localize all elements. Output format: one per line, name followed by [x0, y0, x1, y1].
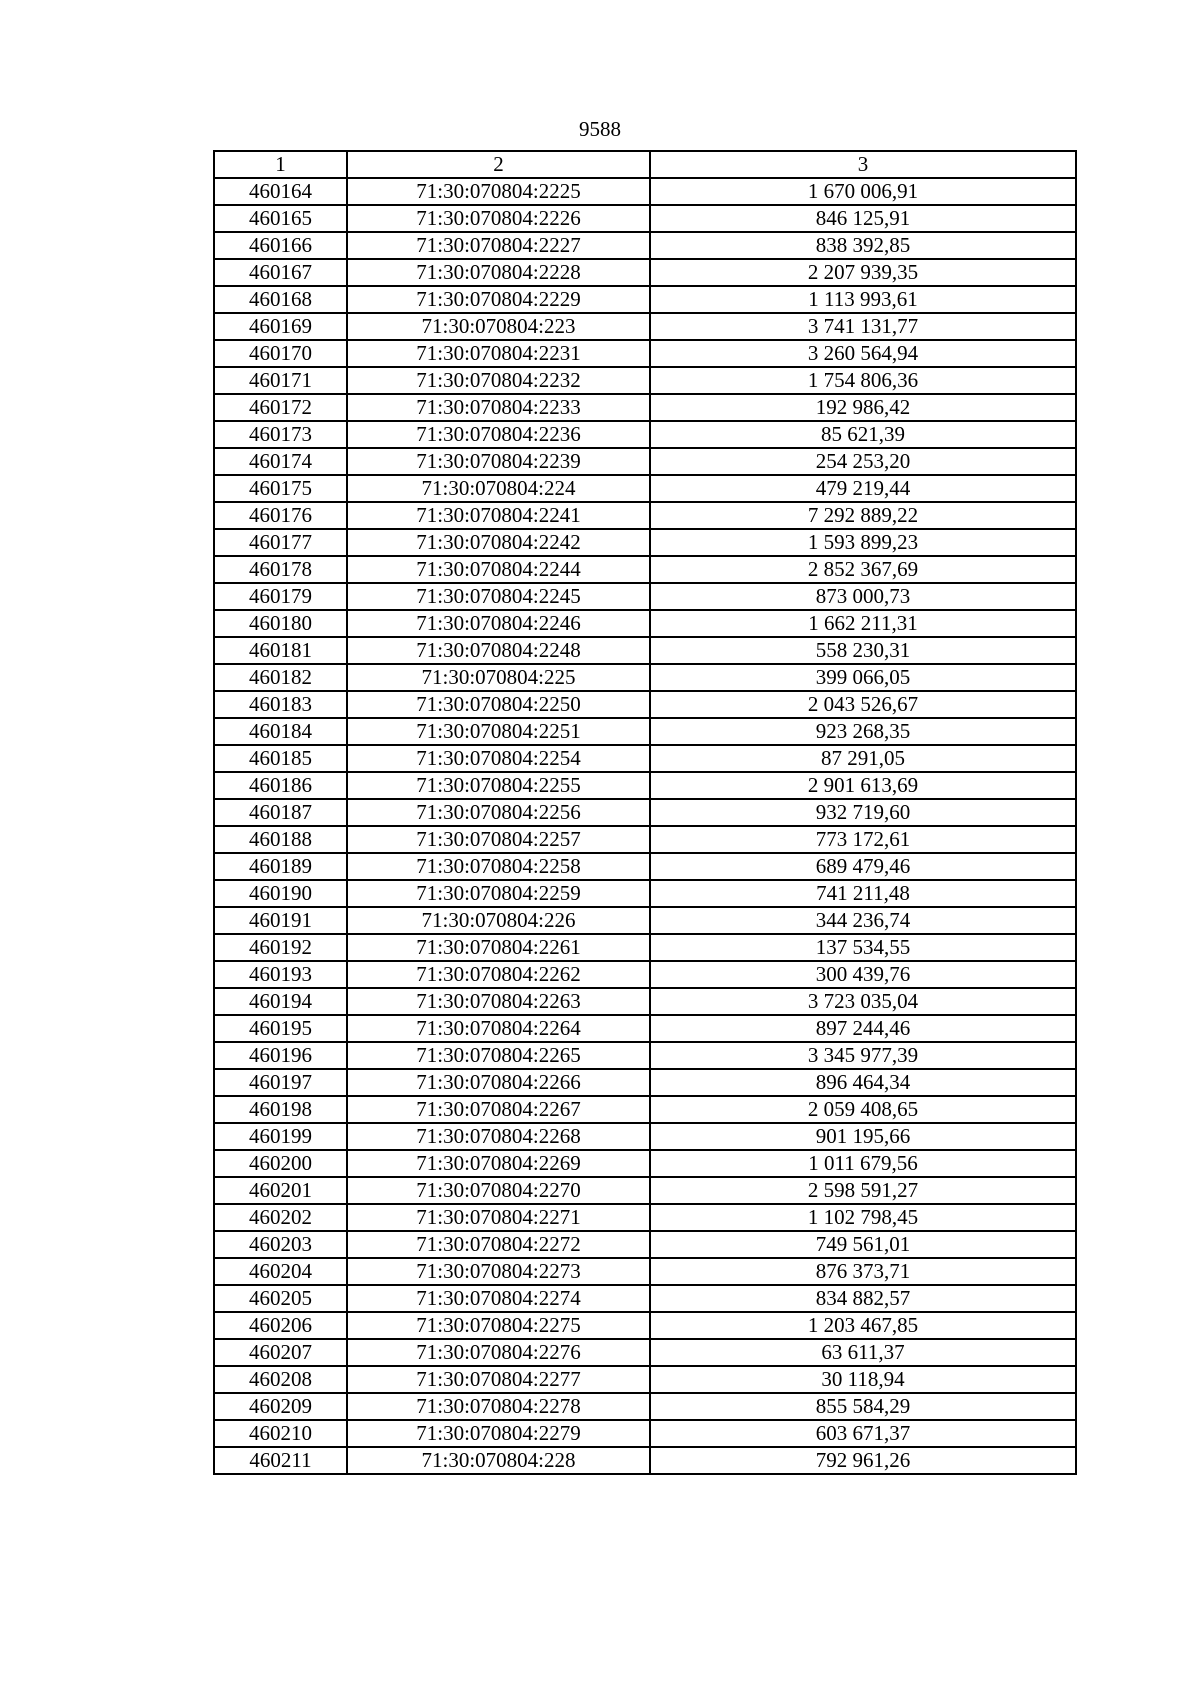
- row-number-cell: 460171: [214, 367, 347, 394]
- cadastral-number-cell: 71:30:070804:2265: [347, 1042, 650, 1069]
- cadastral-number-cell: 71:30:070804:2250: [347, 691, 650, 718]
- cadastral-number-cell: 71:30:070804:2233: [347, 394, 650, 421]
- row-number-cell: 460199: [214, 1123, 347, 1150]
- row-number-cell: 460185: [214, 745, 347, 772]
- value-cell: 7 292 889,22: [650, 502, 1076, 529]
- table-row: [214, 1150, 1076, 1177]
- row-number-cell: 460197: [214, 1069, 347, 1096]
- value-cell: 855 584,29: [650, 1393, 1076, 1420]
- cadastral-number-cell: 71:30:070804:2248: [347, 637, 650, 664]
- cadastral-number-cell: 71:30:070804:2239: [347, 448, 650, 475]
- row-number-cell: 460191: [214, 907, 347, 934]
- value-cell: 137 534,55: [650, 934, 1076, 961]
- table-row: [214, 880, 1076, 907]
- table-row: [214, 475, 1076, 502]
- value-cell: 773 172,61: [650, 826, 1076, 853]
- row-number-cell: 460170: [214, 340, 347, 367]
- table-row: [214, 1096, 1076, 1123]
- value-cell: 344 236,74: [650, 907, 1076, 934]
- table-row: [214, 502, 1076, 529]
- cadastral-number-cell: 71:30:070804:224: [347, 475, 650, 502]
- cadastral-number-cell: 71:30:070804:2261: [347, 934, 650, 961]
- cadastral-number-cell: 71:30:070804:2279: [347, 1420, 650, 1447]
- table-row: [214, 1366, 1076, 1393]
- row-number-cell: 460194: [214, 988, 347, 1015]
- cadastral-number-cell: 71:30:070804:2274: [347, 1285, 650, 1312]
- table-row: [214, 178, 1076, 205]
- value-cell: 741 211,48: [650, 880, 1076, 907]
- cadastral-number-cell: 71:30:070804:228: [347, 1447, 650, 1474]
- cadastral-number-cell: 71:30:070804:2264: [347, 1015, 650, 1042]
- row-number-cell: 460184: [214, 718, 347, 745]
- table-row: [214, 637, 1076, 664]
- row-number-cell: 460176: [214, 502, 347, 529]
- row-number-cell: 460165: [214, 205, 347, 232]
- row-number-cell: 460203: [214, 1231, 347, 1258]
- row-number-cell: 460177: [214, 529, 347, 556]
- row-number-cell: 460210: [214, 1420, 347, 1447]
- row-number-cell: 460201: [214, 1177, 347, 1204]
- cadastral-number-cell: 71:30:070804:2267: [347, 1096, 650, 1123]
- row-number-cell: 460182: [214, 664, 347, 691]
- value-cell: 792 961,26: [650, 1447, 1076, 1474]
- value-cell: 85 621,39: [650, 421, 1076, 448]
- cadastral-number-cell: 71:30:070804:226: [347, 907, 650, 934]
- cadastral-number-cell: 71:30:070804:2269: [347, 1150, 650, 1177]
- row-number-cell: 460183: [214, 691, 347, 718]
- value-cell: 749 561,01: [650, 1231, 1076, 1258]
- cadastral-number-cell: 71:30:070804:2268: [347, 1123, 650, 1150]
- cadastral-number-cell: 71:30:070804:2254: [347, 745, 650, 772]
- table-row: [214, 1042, 1076, 1069]
- value-cell: 876 373,71: [650, 1258, 1076, 1285]
- table-row: [214, 205, 1076, 232]
- value-cell: 2 598 591,27: [650, 1177, 1076, 1204]
- value-cell: 834 882,57: [650, 1285, 1076, 1312]
- value-cell: 63 611,37: [650, 1339, 1076, 1366]
- table-row: [214, 745, 1076, 772]
- cadastral-number-cell: 71:30:070804:2278: [347, 1393, 650, 1420]
- header-cell-2: 2: [347, 151, 650, 178]
- table-row: [214, 772, 1076, 799]
- value-cell: 3 723 035,04: [650, 988, 1076, 1015]
- table-row: [214, 529, 1076, 556]
- cadastral-number-cell: 71:30:070804:2232: [347, 367, 650, 394]
- table-row: [214, 1258, 1076, 1285]
- header-cell-1: 1: [214, 151, 347, 178]
- cadastral-number-cell: 71:30:070804:2266: [347, 1069, 650, 1096]
- table-row: [214, 1015, 1076, 1042]
- cadastral-number-cell: 71:30:070804:2245: [347, 583, 650, 610]
- table-row: [214, 1204, 1076, 1231]
- cadastral-number-cell: 71:30:070804:2229: [347, 286, 650, 313]
- cadastral-number-cell: 71:30:070804:2231: [347, 340, 650, 367]
- value-cell: 3 260 564,94: [650, 340, 1076, 367]
- row-number-cell: 460178: [214, 556, 347, 583]
- cadastral-number-cell: 71:30:070804:2256: [347, 799, 650, 826]
- row-number-cell: 460166: [214, 232, 347, 259]
- row-number-cell: 460172: [214, 394, 347, 421]
- registry-table: [213, 150, 1077, 1475]
- cadastral-number-cell: 71:30:070804:225: [347, 664, 650, 691]
- value-cell: 192 986,42: [650, 394, 1076, 421]
- cadastral-number-cell: 71:30:070804:2270: [347, 1177, 650, 1204]
- value-cell: 1 593 899,23: [650, 529, 1076, 556]
- cadastral-number-cell: 71:30:070804:2273: [347, 1258, 650, 1285]
- value-cell: 2 207 939,35: [650, 259, 1076, 286]
- table-row: [214, 556, 1076, 583]
- cadastral-number-cell: 71:30:070804:2259: [347, 880, 650, 907]
- table-row: [214, 691, 1076, 718]
- cadastral-number-cell: 71:30:070804:2276: [347, 1339, 650, 1366]
- cadastral-number-cell: 71:30:070804:2241: [347, 502, 650, 529]
- header-row: [214, 151, 1076, 178]
- row-number-cell: 460205: [214, 1285, 347, 1312]
- value-cell: 896 464,34: [650, 1069, 1076, 1096]
- value-cell: 838 392,85: [650, 232, 1076, 259]
- value-cell: 2 852 367,69: [650, 556, 1076, 583]
- table-row: [214, 1285, 1076, 1312]
- row-number-cell: 460195: [214, 1015, 347, 1042]
- cadastral-number-cell: 71:30:070804:223: [347, 313, 650, 340]
- row-number-cell: 460190: [214, 880, 347, 907]
- cadastral-number-cell: 71:30:070804:2275: [347, 1312, 650, 1339]
- row-number-cell: 460189: [214, 853, 347, 880]
- cadastral-number-cell: 71:30:070804:2263: [347, 988, 650, 1015]
- cadastral-number-cell: 71:30:070804:2228: [347, 259, 650, 286]
- value-cell: 1 670 006,91: [650, 178, 1076, 205]
- value-cell: 689 479,46: [650, 853, 1076, 880]
- table-row: [214, 1312, 1076, 1339]
- value-cell: 2 059 408,65: [650, 1096, 1076, 1123]
- row-number-cell: 460207: [214, 1339, 347, 1366]
- table-row: [214, 1177, 1076, 1204]
- table-row: [214, 1339, 1076, 1366]
- table-row: [214, 718, 1076, 745]
- row-number-cell: 460181: [214, 637, 347, 664]
- cadastral-number-cell: 71:30:070804:2272: [347, 1231, 650, 1258]
- row-number-cell: 460179: [214, 583, 347, 610]
- row-number-cell: 460174: [214, 448, 347, 475]
- table-row: [214, 907, 1076, 934]
- value-cell: 399 066,05: [650, 664, 1076, 691]
- table-row: [214, 340, 1076, 367]
- cadastral-number-cell: 71:30:070804:2258: [347, 853, 650, 880]
- value-cell: 2 901 613,69: [650, 772, 1076, 799]
- row-number-cell: 460208: [214, 1366, 347, 1393]
- table-row: [214, 799, 1076, 826]
- value-cell: 254 253,20: [650, 448, 1076, 475]
- value-cell: 30 118,94: [650, 1366, 1076, 1393]
- cadastral-number-cell: 71:30:070804:2236: [347, 421, 650, 448]
- value-cell: 87 291,05: [650, 745, 1076, 772]
- row-number-cell: 460168: [214, 286, 347, 313]
- table-header: [214, 151, 1076, 178]
- value-cell: 1 662 211,31: [650, 610, 1076, 637]
- value-cell: 923 268,35: [650, 718, 1076, 745]
- value-cell: 3 345 977,39: [650, 1042, 1076, 1069]
- table-row: [214, 1069, 1076, 1096]
- value-cell: 479 219,44: [650, 475, 1076, 502]
- value-cell: 558 230,31: [650, 637, 1076, 664]
- row-number-cell: 460192: [214, 934, 347, 961]
- value-cell: 603 671,37: [650, 1420, 1076, 1447]
- header-cell-3: 3: [650, 151, 1076, 178]
- table-row: [214, 1393, 1076, 1420]
- row-number-cell: 460180: [214, 610, 347, 637]
- table-row: [214, 367, 1076, 394]
- row-number-cell: 460206: [214, 1312, 347, 1339]
- row-number-cell: 460167: [214, 259, 347, 286]
- row-number-cell: 460193: [214, 961, 347, 988]
- table-body: [214, 178, 1076, 1474]
- table-row: [214, 1231, 1076, 1258]
- table-row: [214, 232, 1076, 259]
- row-number-cell: 460200: [214, 1150, 347, 1177]
- row-number-cell: 460186: [214, 772, 347, 799]
- row-number-cell: 460209: [214, 1393, 347, 1420]
- table-row: [214, 286, 1076, 313]
- table-row: [214, 988, 1076, 1015]
- row-number-cell: 460175: [214, 475, 347, 502]
- table-row: [214, 421, 1076, 448]
- page-number: 9588: [579, 117, 621, 141]
- value-cell: 300 439,76: [650, 961, 1076, 988]
- cadastral-number-cell: 71:30:070804:2246: [347, 610, 650, 637]
- cadastral-number-cell: 71:30:070804:2244: [347, 556, 650, 583]
- row-number-cell: 460211: [214, 1447, 347, 1474]
- value-cell: 1 754 806,36: [650, 367, 1076, 394]
- table-row: [214, 934, 1076, 961]
- cadastral-number-cell: 71:30:070804:2242: [347, 529, 650, 556]
- row-number-cell: 460169: [214, 313, 347, 340]
- cadastral-number-cell: 71:30:070804:2225: [347, 178, 650, 205]
- table-row: [214, 664, 1076, 691]
- value-cell: 846 125,91: [650, 205, 1076, 232]
- row-number-cell: 460173: [214, 421, 347, 448]
- table-row: [214, 1447, 1076, 1474]
- value-cell: 2 043 526,67: [650, 691, 1076, 718]
- table-row: [214, 394, 1076, 421]
- row-number-cell: 460202: [214, 1204, 347, 1231]
- row-number-cell: 460188: [214, 826, 347, 853]
- cadastral-number-cell: 71:30:070804:2271: [347, 1204, 650, 1231]
- value-cell: 1 113 993,61: [650, 286, 1076, 313]
- table-row: [214, 610, 1076, 637]
- value-cell: 1 102 798,45: [650, 1204, 1076, 1231]
- row-number-cell: 460204: [214, 1258, 347, 1285]
- value-cell: 901 195,66: [650, 1123, 1076, 1150]
- value-cell: 1 011 679,56: [650, 1150, 1076, 1177]
- row-number-cell: 460198: [214, 1096, 347, 1123]
- cadastral-number-cell: 71:30:070804:2227: [347, 232, 650, 259]
- table-row: [214, 448, 1076, 475]
- table-row: [214, 259, 1076, 286]
- cadastral-number-cell: 71:30:070804:2226: [347, 205, 650, 232]
- table-row: [214, 1420, 1076, 1447]
- table-row: [214, 583, 1076, 610]
- table-row: [214, 1123, 1076, 1150]
- value-cell: 1 203 467,85: [650, 1312, 1076, 1339]
- row-number-cell: 460196: [214, 1042, 347, 1069]
- cadastral-number-cell: 71:30:070804:2262: [347, 961, 650, 988]
- value-cell: 932 719,60: [650, 799, 1076, 826]
- cadastral-number-cell: 71:30:070804:2277: [347, 1366, 650, 1393]
- cadastral-number-cell: 71:30:070804:2255: [347, 772, 650, 799]
- value-cell: 3 741 131,77: [650, 313, 1076, 340]
- value-cell: 897 244,46: [650, 1015, 1076, 1042]
- table-row: [214, 313, 1076, 340]
- table-row: [214, 826, 1076, 853]
- table-row: [214, 961, 1076, 988]
- cadastral-number-cell: 71:30:070804:2251: [347, 718, 650, 745]
- table-row: [214, 853, 1076, 880]
- cadastral-number-cell: 71:30:070804:2257: [347, 826, 650, 853]
- row-number-cell: 460187: [214, 799, 347, 826]
- row-number-cell: 460164: [214, 178, 347, 205]
- value-cell: 873 000,73: [650, 583, 1076, 610]
